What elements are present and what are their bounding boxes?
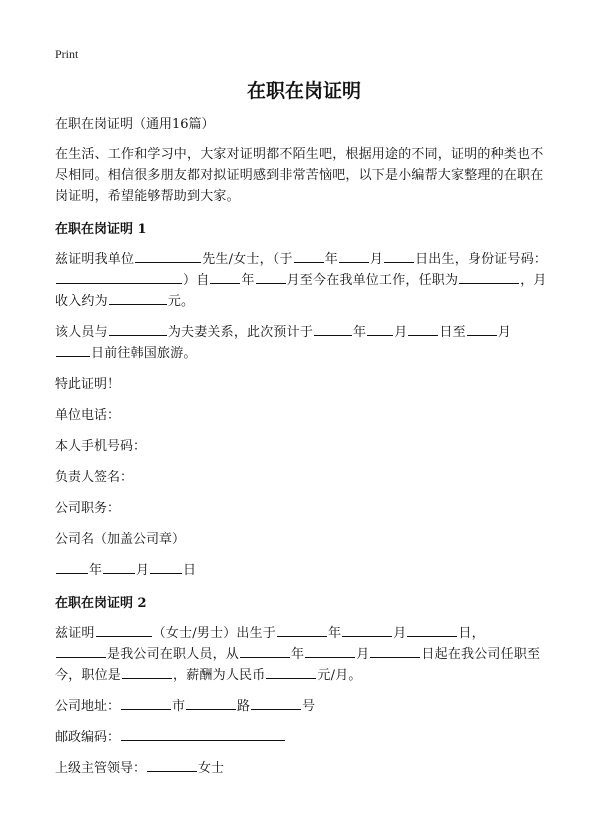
section1-paragraph2	[55, 322, 553, 364]
blank-field	[103, 560, 135, 574]
print-label[interactable]: Print	[55, 47, 79, 61]
mobile-label: 本人手机号码：	[55, 439, 147, 454]
blank-field	[467, 322, 497, 336]
text: （女士/男士）出生于	[152, 626, 276, 641]
blank-field	[56, 270, 182, 284]
blank-field	[135, 249, 201, 263]
blank-field	[370, 644, 420, 658]
blank-field	[56, 560, 88, 574]
company-name-label: 公司名（加盖公司章）	[55, 532, 186, 547]
text: 元/月。	[317, 668, 362, 683]
text: 月	[394, 325, 408, 340]
text: 日，	[458, 626, 485, 641]
blank-field	[96, 623, 152, 637]
text: 月	[356, 647, 370, 662]
text: 市	[172, 699, 186, 714]
special-proof: 特此证明！	[55, 377, 121, 392]
text: 年	[241, 273, 255, 288]
text: 兹证明我单位	[55, 252, 135, 267]
date-line	[55, 560, 553, 581]
blank-field	[150, 560, 182, 574]
blank-field	[147, 758, 197, 772]
position-label: 公司职务：	[55, 501, 121, 516]
section1-paragraph1	[55, 249, 553, 312]
text: 月	[393, 626, 407, 641]
text: 公司地址：	[55, 699, 121, 714]
text: 上级主管领导：	[55, 761, 147, 776]
section2-heading: 在职在岗证明 2	[55, 596, 147, 611]
blank-field	[339, 249, 369, 263]
text: 年	[89, 563, 103, 578]
text: 年	[291, 647, 305, 662]
blank-field	[251, 696, 301, 710]
blank-field	[56, 644, 106, 658]
company-address-line	[55, 696, 553, 717]
text: 该人员与	[55, 325, 108, 340]
blank-field	[109, 291, 167, 305]
blank-field	[314, 322, 352, 336]
supervisor-line	[55, 758, 553, 779]
text: 先生/女士，（于	[202, 252, 293, 267]
blank-field	[384, 249, 414, 263]
blank-field	[109, 322, 167, 336]
unit-phone-label: 单位电话：	[55, 408, 121, 423]
blank-field	[408, 322, 438, 336]
document-subtitle: 在职在岗证明（通用16篇）	[55, 117, 215, 132]
page-title: 在职在岗证明	[246, 80, 361, 102]
section2-paragraph1	[55, 623, 553, 686]
intro-paragraph: 在生活、工作和学习中，大家对证明都不陌生吧，根据用途的不同，证明的种类也不尽相同。相信很多朋友都对拟证明感到非常苦恼吧，以下是小编帮大家整理的在职在岗证明，希望能够帮助到大家。	[55, 147, 544, 204]
section1-heading: 在职在岗证明 1	[55, 222, 147, 237]
text: 日前往韩国旅游。	[91, 346, 197, 361]
text: ，薪酬为人民币	[173, 668, 266, 683]
blank-field	[305, 644, 355, 658]
blank-field	[256, 270, 286, 284]
text: 邮政编码：	[55, 730, 121, 745]
blank-field	[240, 644, 290, 658]
signature-label: 负责人签名：	[55, 470, 134, 485]
text: 月	[369, 252, 384, 267]
blank-field	[407, 623, 457, 637]
blank-field	[210, 270, 240, 284]
text: 月	[136, 563, 150, 578]
blank-field	[121, 727, 285, 741]
text: ）自	[183, 273, 210, 288]
blank-field	[122, 665, 172, 679]
text: 年	[353, 325, 367, 340]
blank-field	[459, 270, 519, 284]
text: 年	[328, 626, 342, 641]
blank-field	[294, 249, 324, 263]
text: 月	[497, 325, 512, 340]
text: 日起在我公司任职至今，职位是	[55, 647, 541, 683]
text: ，月收入约为	[55, 273, 547, 309]
blank-field	[342, 623, 392, 637]
text: 兹证明	[55, 626, 95, 641]
text: 日出生，身份证号码：	[415, 252, 548, 267]
text: 号	[302, 699, 316, 714]
text: 为夫妻关系，此次预计于	[167, 325, 314, 340]
text: 是我公司在职人员，从	[107, 647, 240, 662]
text: 年	[324, 252, 338, 267]
text: 日至	[439, 325, 466, 340]
blank-field	[266, 665, 316, 679]
blank-field	[121, 696, 171, 710]
text: 路	[237, 699, 251, 714]
blank-field	[367, 322, 393, 336]
text: 日	[183, 563, 197, 578]
blank-field	[56, 343, 90, 357]
blank-field	[277, 623, 327, 637]
postcode-line	[55, 727, 553, 748]
text: 元。	[167, 294, 195, 309]
blank-field	[186, 696, 236, 710]
text: 女士	[198, 761, 225, 776]
text: 月至今在我单位工作，任职为	[286, 273, 459, 288]
